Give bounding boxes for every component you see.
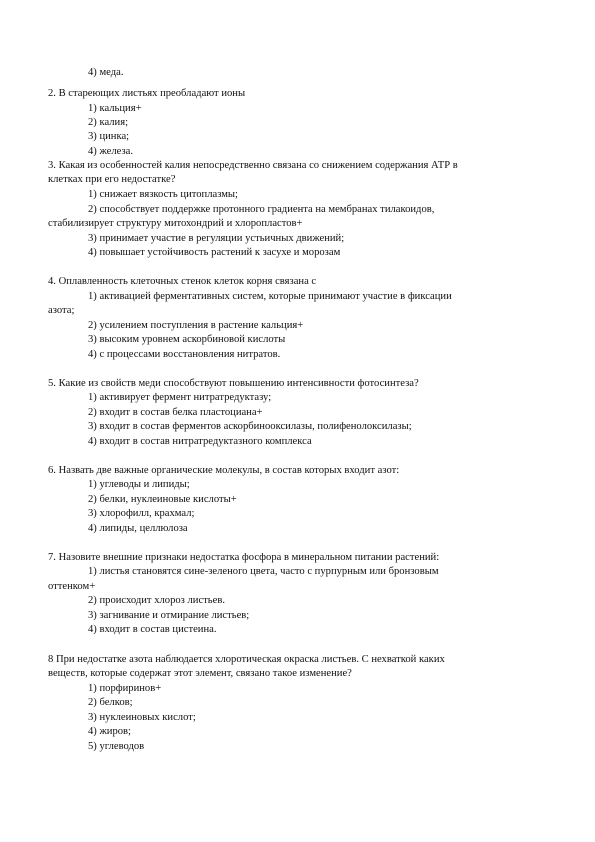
answer-option: 1) активирует фермент нитратредуктазу; xyxy=(88,392,272,403)
question-8: 8 При недостатке азота наблюдается хлоротическая окраска листьев. С нехваткой каких xyxy=(48,654,445,665)
answer-option: 1) кальция+ xyxy=(88,103,142,114)
answer-option: 4) с процессами восстановления нитратов. xyxy=(88,349,281,360)
answer-option: 1) листья становятся сине-зеленого цвета, часто с пурпурным или бронзовым xyxy=(88,566,439,577)
answer-option: 4) входит в состав нитратредуктазного комплекса xyxy=(88,436,312,447)
question-3-continuation: клетках при его недостатке? xyxy=(48,174,176,185)
question-3: 3. Какая из особенностей калия непосредственно связана со снижением содержания АТР в xyxy=(48,160,458,171)
answer-option: 2) происходит хлороз листьев. xyxy=(88,595,225,606)
answer-option: 1) активацией ферментативных систем, которые принимают участие в фиксации xyxy=(88,291,452,302)
answer-option: 4) входит в состав цистеина. xyxy=(88,624,217,635)
answer-option: 2) входит в состав белка пластоцианa+ xyxy=(88,407,263,418)
question-2: 2. В стареющих листьях преобладают ионы xyxy=(48,88,246,99)
answer-option: 1) порфиринов+ xyxy=(88,683,162,694)
answer-option: 4) повышает устойчивость растений к засухе и морозам xyxy=(88,247,341,258)
answer-option-continuation: стабилизирует структуру митохондрий и хлоропластов+ xyxy=(48,218,303,229)
answer-option: 4) железа. xyxy=(88,146,134,157)
question-8-continuation: веществ, которые содержат этот элемент, связано такое изменение? xyxy=(48,668,352,679)
answer-option: 1) углеводы и липиды; xyxy=(88,479,190,490)
answer-option-continuation: оттенком+ xyxy=(48,581,96,592)
answer-option: 3) входит в состав ферментов аскорбинооксилазы, полифенолоксилазы; xyxy=(88,421,412,432)
answer-option: 2) белки, нуклеиновые кислоты+ xyxy=(88,494,237,505)
answer-option: 2) белков; xyxy=(88,697,133,708)
answer-option: 3) хлорофилл, крахмал; xyxy=(88,508,195,519)
answer-option: 4) липиды, целлюлоза xyxy=(88,523,188,534)
question-7: 7. Назовите внешние признаки недостатка фосфора в минеральном питании растений: xyxy=(48,552,440,563)
question-4: 4. Оплавленность клеточных стенок клеток корня связана с xyxy=(48,276,317,287)
answer-option: 3) загнивание и отмирание листьев; xyxy=(88,610,250,621)
answer-option: 3) нуклеиновых кислот; xyxy=(88,712,196,723)
answer-option: 2) способствует поддержке протонного градиента на мембранах тилакоидов, xyxy=(88,204,435,215)
answer-option-continuation: азота; xyxy=(48,305,75,316)
answer-option: 4) жиров; xyxy=(88,726,132,737)
answer-option: 3) принимает участие в регуляции устьичных движений; xyxy=(88,233,345,244)
question-5: 5. Какие из свойств меди способствуют повышению интенсивности фотосинтеза? xyxy=(48,378,419,389)
question-6: 6. Назвать две важные органические молекулы, в состав которых входит азот: xyxy=(48,465,400,476)
answer-option: 4) меда. xyxy=(88,67,124,78)
answer-option: 3) цинка; xyxy=(88,131,130,142)
answer-option: 2) усилением поступления в растение кальция+ xyxy=(88,320,304,331)
answer-option: 2) калия; xyxy=(88,117,129,128)
answer-option: 3) высоким уровнем аскорбиновой кислоты xyxy=(88,334,286,345)
answer-option: 1) снижает вязкость цитоплазмы; xyxy=(88,189,238,200)
answer-option: 5) углеводов xyxy=(88,741,145,752)
